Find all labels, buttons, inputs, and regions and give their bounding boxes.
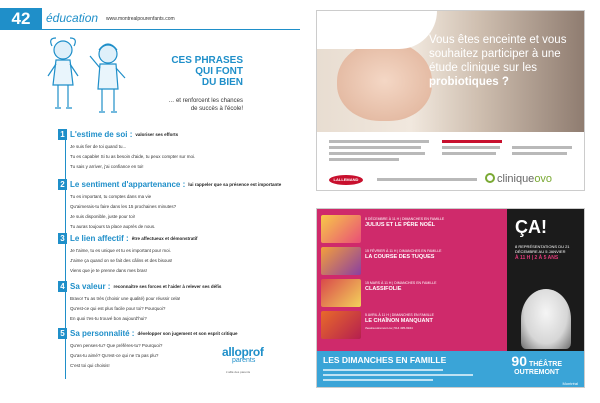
page-number: 42 <box>0 8 42 30</box>
block-subtitle: lui rappeler que sa présence est importante <box>188 181 282 187</box>
show-thumbnail <box>321 215 361 243</box>
phrase-line: Qu'aimerais-tu faire dans les 15 prochaines minutes? <box>70 204 177 209</box>
fine-print <box>329 152 425 155</box>
phrase-line: Qu'est-ce qui est plus facile pour toi? Pourquoi? <box>70 306 166 311</box>
subtitle-line: de succès à l'école! <box>190 106 243 112</box>
ghost-figure <box>521 289 571 349</box>
fine-print <box>329 140 429 143</box>
clinic-prefix: clinique <box>497 173 535 185</box>
brand-tagline: L'allié des parents <box>226 370 251 374</box>
brand-subname: parents <box>232 357 256 364</box>
title-line: DU BIEN <box>201 77 243 88</box>
theatre-ad[interactable] <box>316 208 585 388</box>
tip-block <box>58 232 293 277</box>
block-number: 4 <box>58 281 67 292</box>
phrase-line: Tu auras toujours ta place auprès de nous. <box>70 224 156 229</box>
phrase-line: J'aime ça quand on se fait des câlins et des bisous! <box>70 258 173 263</box>
fine-print <box>512 152 567 155</box>
show-title: LA COURSE DES TUQUES <box>365 254 435 260</box>
show-item[interactable] <box>321 215 503 245</box>
phrase-line: Qu'en penses-tu? Que préfères-tu? Pourquoi? <box>70 343 163 348</box>
section-title: éducation <box>46 11 99 25</box>
phrase-line: Je t'aime, tu es unique et tu es important pour moi. <box>70 248 171 253</box>
banner-title: LES DIMANCHES EN FAMILLE <box>323 355 447 365</box>
phrase-line: Je suis fier de toi quand tu... <box>70 144 127 149</box>
block-subtitle: reconnaître ses forces et l'aider à relever ses défis <box>113 283 222 289</box>
phrase-line: Viens que je te prenne dans mes bras! <box>70 268 147 273</box>
block-number: 5 <box>58 328 67 339</box>
fine-print <box>329 146 421 149</box>
phrase-line: Tu es important, tu comptes dans ma vie <box>70 194 152 199</box>
phrase-line: Qu'as-tu aimé? Qu'est-ce qui ne t'a pas plu? <box>70 353 159 358</box>
article-title <box>103 55 243 88</box>
brand-name: alloprof <box>222 345 264 359</box>
theatre-logo <box>511 353 562 377</box>
show-item[interactable] <box>321 279 503 309</box>
block-subtitle: être affectueux et démonstratif <box>131 235 198 241</box>
show-date: 15 MARS À 11 H | DIMANCHES EN FAMILLE <box>365 281 437 285</box>
tip-block <box>58 128 293 173</box>
shirt-shape <box>317 11 437 49</box>
fine-print <box>442 140 502 143</box>
block-title: Sa valeur : <box>70 281 111 291</box>
clinic-suffix: ovo <box>534 173 553 185</box>
phrase-line: C'est toi qui choisis! <box>70 363 110 368</box>
alloprof-logo <box>222 345 264 374</box>
clinic-logo <box>485 173 552 185</box>
headline-text: Vous êtes enceinte et vous souhaitez participer à une étude clinique sur les <box>429 34 567 74</box>
title-line: QUI FONT <box>195 66 243 77</box>
block-accent-bar <box>65 292 66 332</box>
show-date: 8 DÉCEMBRE À 11 H | DIMANCHES EN FAMILLE <box>365 217 445 221</box>
block-accent-bar <box>65 244 66 284</box>
fine-print <box>442 146 500 149</box>
feature-age: À 11 H | 2 À 5 ANS <box>515 255 559 261</box>
show-thumbnail <box>321 247 361 275</box>
block-number: 2 <box>58 179 67 190</box>
fine-print <box>442 152 496 155</box>
show-title: JULIUS ET LE PÈRE NOËL <box>365 222 435 228</box>
tip-block <box>58 178 293 233</box>
block-accent-bar <box>65 190 66 238</box>
theatre-anniversary: 90 <box>511 353 527 369</box>
ad-headline <box>429 33 579 89</box>
sponsor-logo: LALLEMAND <box>329 175 363 185</box>
phrase-line: Bravo! Tu as très (choisir une qualité) pour réussir cela! <box>70 296 181 301</box>
page-header <box>0 8 300 30</box>
fine-print <box>377 178 477 181</box>
block-title: Le lien affectif : <box>70 233 129 243</box>
block-subtitle: valoriser ses efforts <box>135 131 179 137</box>
title-line: CES PHRASES <box>171 55 243 66</box>
belly-image <box>337 41 432 121</box>
ad-banner <box>317 351 585 388</box>
headline-bold: probiotiques ? <box>429 76 509 88</box>
show-date: 5 AVRIL À 11 H | DIMANCHES EN FAMILLE <box>365 313 434 317</box>
banner-fine-print <box>323 374 473 376</box>
block-subtitle: développer son jugement et son esprit critique <box>137 330 238 336</box>
show-list <box>317 209 507 351</box>
show-date: 15 FÉVRIER À 11 H | DIMANCHES EN FAMILLE <box>365 249 442 253</box>
city-logo: Montréal <box>562 381 578 386</box>
banner-fine-print <box>323 379 433 381</box>
ad-details <box>317 132 585 191</box>
block-number: 1 <box>58 129 67 140</box>
banner-fine-print <box>323 369 443 371</box>
block-title: Le sentiment d'appartenance : <box>70 179 186 189</box>
show-thumbnail <box>321 279 361 307</box>
subtitle-line: … et renforcent les chances <box>168 98 243 104</box>
clinic-icon <box>485 173 495 183</box>
show-thumbnail <box>321 311 361 339</box>
block-number: 3 <box>58 233 67 244</box>
fine-print <box>512 146 572 149</box>
website-link[interactable]: www.montrealpourenfants.com <box>106 16 175 22</box>
phrase-line: Tu es capable! Si tu as besoin d'aide, tu peux compter sur moi. <box>70 154 196 159</box>
theatre-name: THÉÂTRE <box>528 361 562 368</box>
block-accent-bar <box>65 339 66 379</box>
probiotics-ad[interactable] <box>316 10 585 191</box>
feature-show[interactable] <box>507 209 585 351</box>
feature-dates: 8 REPRÉSENTATIONS DU 21 DÉCEMBRE AU 5 JANVIER <box>515 244 570 254</box>
theatre-contact: theatreoutremont.ca | 514 495-9944 <box>365 326 413 330</box>
header-divider <box>42 29 300 30</box>
show-item[interactable] <box>321 311 503 341</box>
article-subtitle <box>103 97 243 113</box>
fine-print <box>329 158 399 161</box>
block-accent-bar <box>65 140 66 180</box>
phrase-line: Tu sais y arriver, j'ai confiance en toi! <box>70 164 144 169</box>
phrase-line: Je suis disponible, juste pour toi! <box>70 214 136 219</box>
tip-block <box>58 280 293 325</box>
show-title: LE CHAÎNON MANQUANT <box>365 318 433 324</box>
block-title: L'estime de soi : <box>70 129 133 139</box>
phrase-line: En quoi t'es-tu trouvé bon aujourd'hui? <box>70 316 147 321</box>
block-title: Sa personnalité : <box>70 328 135 338</box>
show-title: CLASSIFOLIE <box>365 286 402 292</box>
show-item[interactable] <box>321 247 503 277</box>
feature-title: ÇA! <box>515 217 547 237</box>
theatre-name: OUTREMONT <box>514 369 560 376</box>
